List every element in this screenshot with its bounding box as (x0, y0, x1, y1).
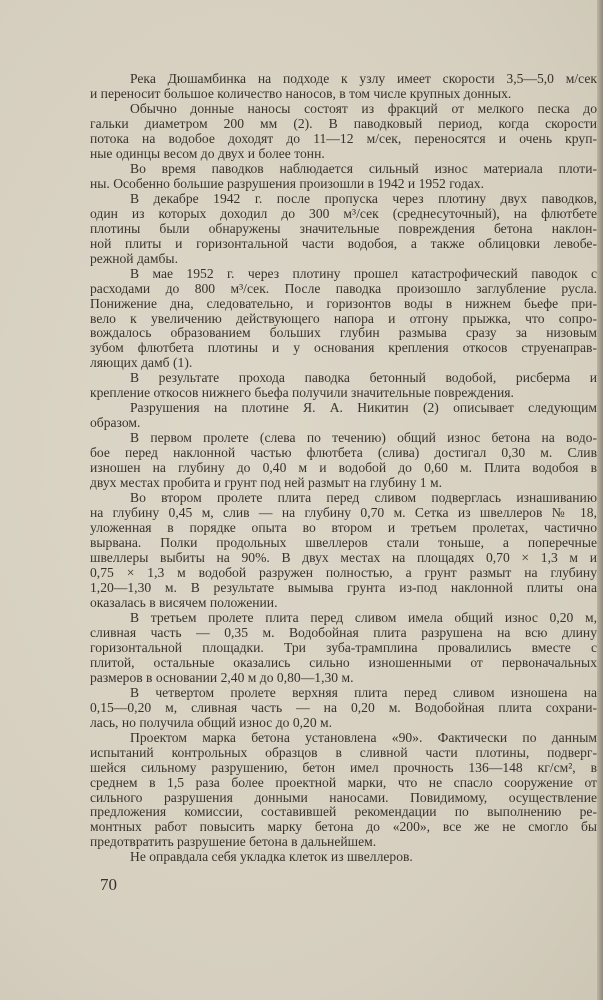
text-line: монтных работ повысить марку бетона до «200», все же не смогло бы (90, 819, 597, 835)
text-line: вело к увеличению действующего напора и отгону прыжка, что сопро- (90, 310, 597, 326)
text-line: предотвратить разрушение бетона в дальнейшем. (90, 834, 377, 850)
paragraph (90, 102, 597, 162)
text-line: двух местах пробита и грунт под ней размыт на глубину 1 м. (90, 475, 442, 491)
paragraph (90, 371, 597, 401)
text-line: вырвана. Полки продольных швеллеров стали тоньше, а поперечные (90, 535, 597, 551)
text-line: и переносит большое количество наносов, в том числе крупных донных. (90, 85, 512, 101)
paragraph (90, 850, 597, 865)
text-line: крепление откосов нижнего бьефа получили значительные повреждения. (90, 385, 514, 401)
text-line: гальки диаметром 200 мм (2). В паводковый период, когда скорости (90, 115, 597, 131)
text-line: ны. Особенно большие разрушения произошли в 1942 и 1952 годах. (90, 175, 484, 191)
text-line: швеллеры выбиты на 90%. В двух местах на площадях 0,70 × 1,3 м и (90, 550, 597, 565)
text-line: расходами до 800 м³/сек. После паводка произошло заглубление русла. (90, 280, 597, 296)
text-line: на глубину 0,45 м, слив — на глубину 0,70 м. Сетка из швеллеров № 18, (90, 505, 597, 521)
text-line: испытаний контрольных образцов в сливной части плотины, подверг- (90, 744, 597, 760)
text-line: размеров в основании 2,40 м до 0,80—1,30 м. (90, 669, 354, 685)
text-line: В четвертом пролете верхняя плита перед сливом изношена на (130, 684, 597, 700)
text-line: изношен на глубину до 0,40 м и водобой до 0,60 м. Плита водобоя в (90, 460, 597, 476)
text-line: ной плиты и горизонтальной части водобоя, а также облицовки левобе- (90, 235, 597, 251)
text-line: 1,20—1,30 м. В результате вымыва грунта из-под наклонной плиты она (90, 579, 597, 595)
text-line: бое перед наклонной частью флютбета (слива) достигал 0,30 м. Слив (90, 445, 597, 461)
text-line: Понижение дна, следовательно, и горизонтов воды в нижнем бьефе при- (90, 295, 597, 311)
text-line: лась, но получила общий износ до 0,20 м. (90, 714, 333, 730)
text-line: Не оправдала себя укладка клеток из швеллеров. (130, 849, 413, 865)
text-line: горизонтальной площадки. Три зуба-трамплина провалились вместе с (90, 639, 597, 655)
text-line: Во втором пролете плита перед сливом подверглась изнашиванию (130, 490, 597, 506)
text-line: 0,75 × 1,3 м водобой разружен полностью, а грунт размыт на глубину (90, 564, 597, 580)
text-line: В первом пролете (слева по течению) общий износ бетона на водо- (130, 430, 597, 446)
paragraph (90, 401, 597, 431)
text-line: ные одинцы весом до двух и более тонн. (90, 145, 325, 161)
text-line: 0,15—0,20 м, сливная часть — на 0,20 м. Водобойная плита сохрани- (90, 699, 597, 715)
text-line: зубом флютбета плотины и у основания крепления откосов струенаправ- (90, 340, 597, 356)
text-line: В мае 1952 г. через плотину прошел катастрофический паводок с (130, 265, 597, 281)
text-line: Обычно донные наносы состоят из фракций от мелкого песка до (130, 100, 597, 116)
text-line: плотины были обнаружены значительные повреждения бетона наклон- (90, 220, 597, 236)
body-text (90, 72, 597, 865)
text-line: среднем в 1,5 раза более проектной марки, что не спасло сооружение от (90, 774, 597, 790)
text-line: шейся сильному разрушению, бетон имел прочность 136—148 кг/см², в (90, 759, 597, 775)
text-line: В результате прохода паводка бетонный водобой, рисберма и (130, 370, 597, 386)
paragraph (90, 686, 597, 731)
page-edge (597, 0, 603, 1000)
paragraph (90, 192, 597, 267)
text-line: вождалось образованием больших глубин размыва сразу за низовым (90, 325, 597, 341)
text-line: режной дамбы. (90, 250, 178, 266)
text-line: один из которых доходил до 300 м³/сек (среднесуточный), на флютбете (90, 205, 597, 221)
text-line: В третьем пролете плита перед сливом имела общий износ 0,20 м, (130, 609, 597, 625)
text-line: Проектом марка бетона установлена «90». Фактически по данным (130, 729, 597, 745)
paragraph (90, 267, 597, 372)
page-number: 70 (100, 875, 117, 894)
text-line: предложения комиссии, составившей рекомендации по выполнению ре- (90, 804, 597, 820)
text-line: образом. (90, 415, 141, 431)
text-line: ляющих дамб (1). (90, 355, 193, 371)
text-line: В декабре 1942 г. после пропуска через плотину двух паводков, (130, 190, 597, 206)
text-line: Разрушения на плотине Я. А. Никитин (2) описывает следующим (130, 400, 597, 416)
paragraph (90, 431, 597, 491)
text-line: плитой, остальные оказались сильно изношенными от первоначальных (90, 654, 597, 670)
text-line: Река Дюшамбинка на подходе к узлу имеет скорости 3,5—5,0 м/сек (130, 71, 597, 86)
text-line: сильного разрушения донными наносами. Повидимому, осуществление (90, 789, 597, 805)
paragraph (90, 611, 597, 686)
text-line: оказалась в висячем положении. (90, 594, 278, 610)
paragraph (90, 162, 597, 192)
paragraph (90, 72, 597, 102)
text-line: Во время паводков наблюдается сильный износ материала плоти- (130, 160, 597, 176)
text-line: потока на водобое доходят до 11—12 м/сек, переносятся и очень круп- (90, 130, 597, 146)
text-line: уложенная в порядке опыта во втором и третьем пролетах, частично (90, 520, 597, 536)
paragraph (90, 731, 597, 851)
text-line: сливная часть — 0,35 м. Водобойная плита разрушена на всю длину (90, 624, 597, 640)
paragraph (90, 491, 597, 611)
